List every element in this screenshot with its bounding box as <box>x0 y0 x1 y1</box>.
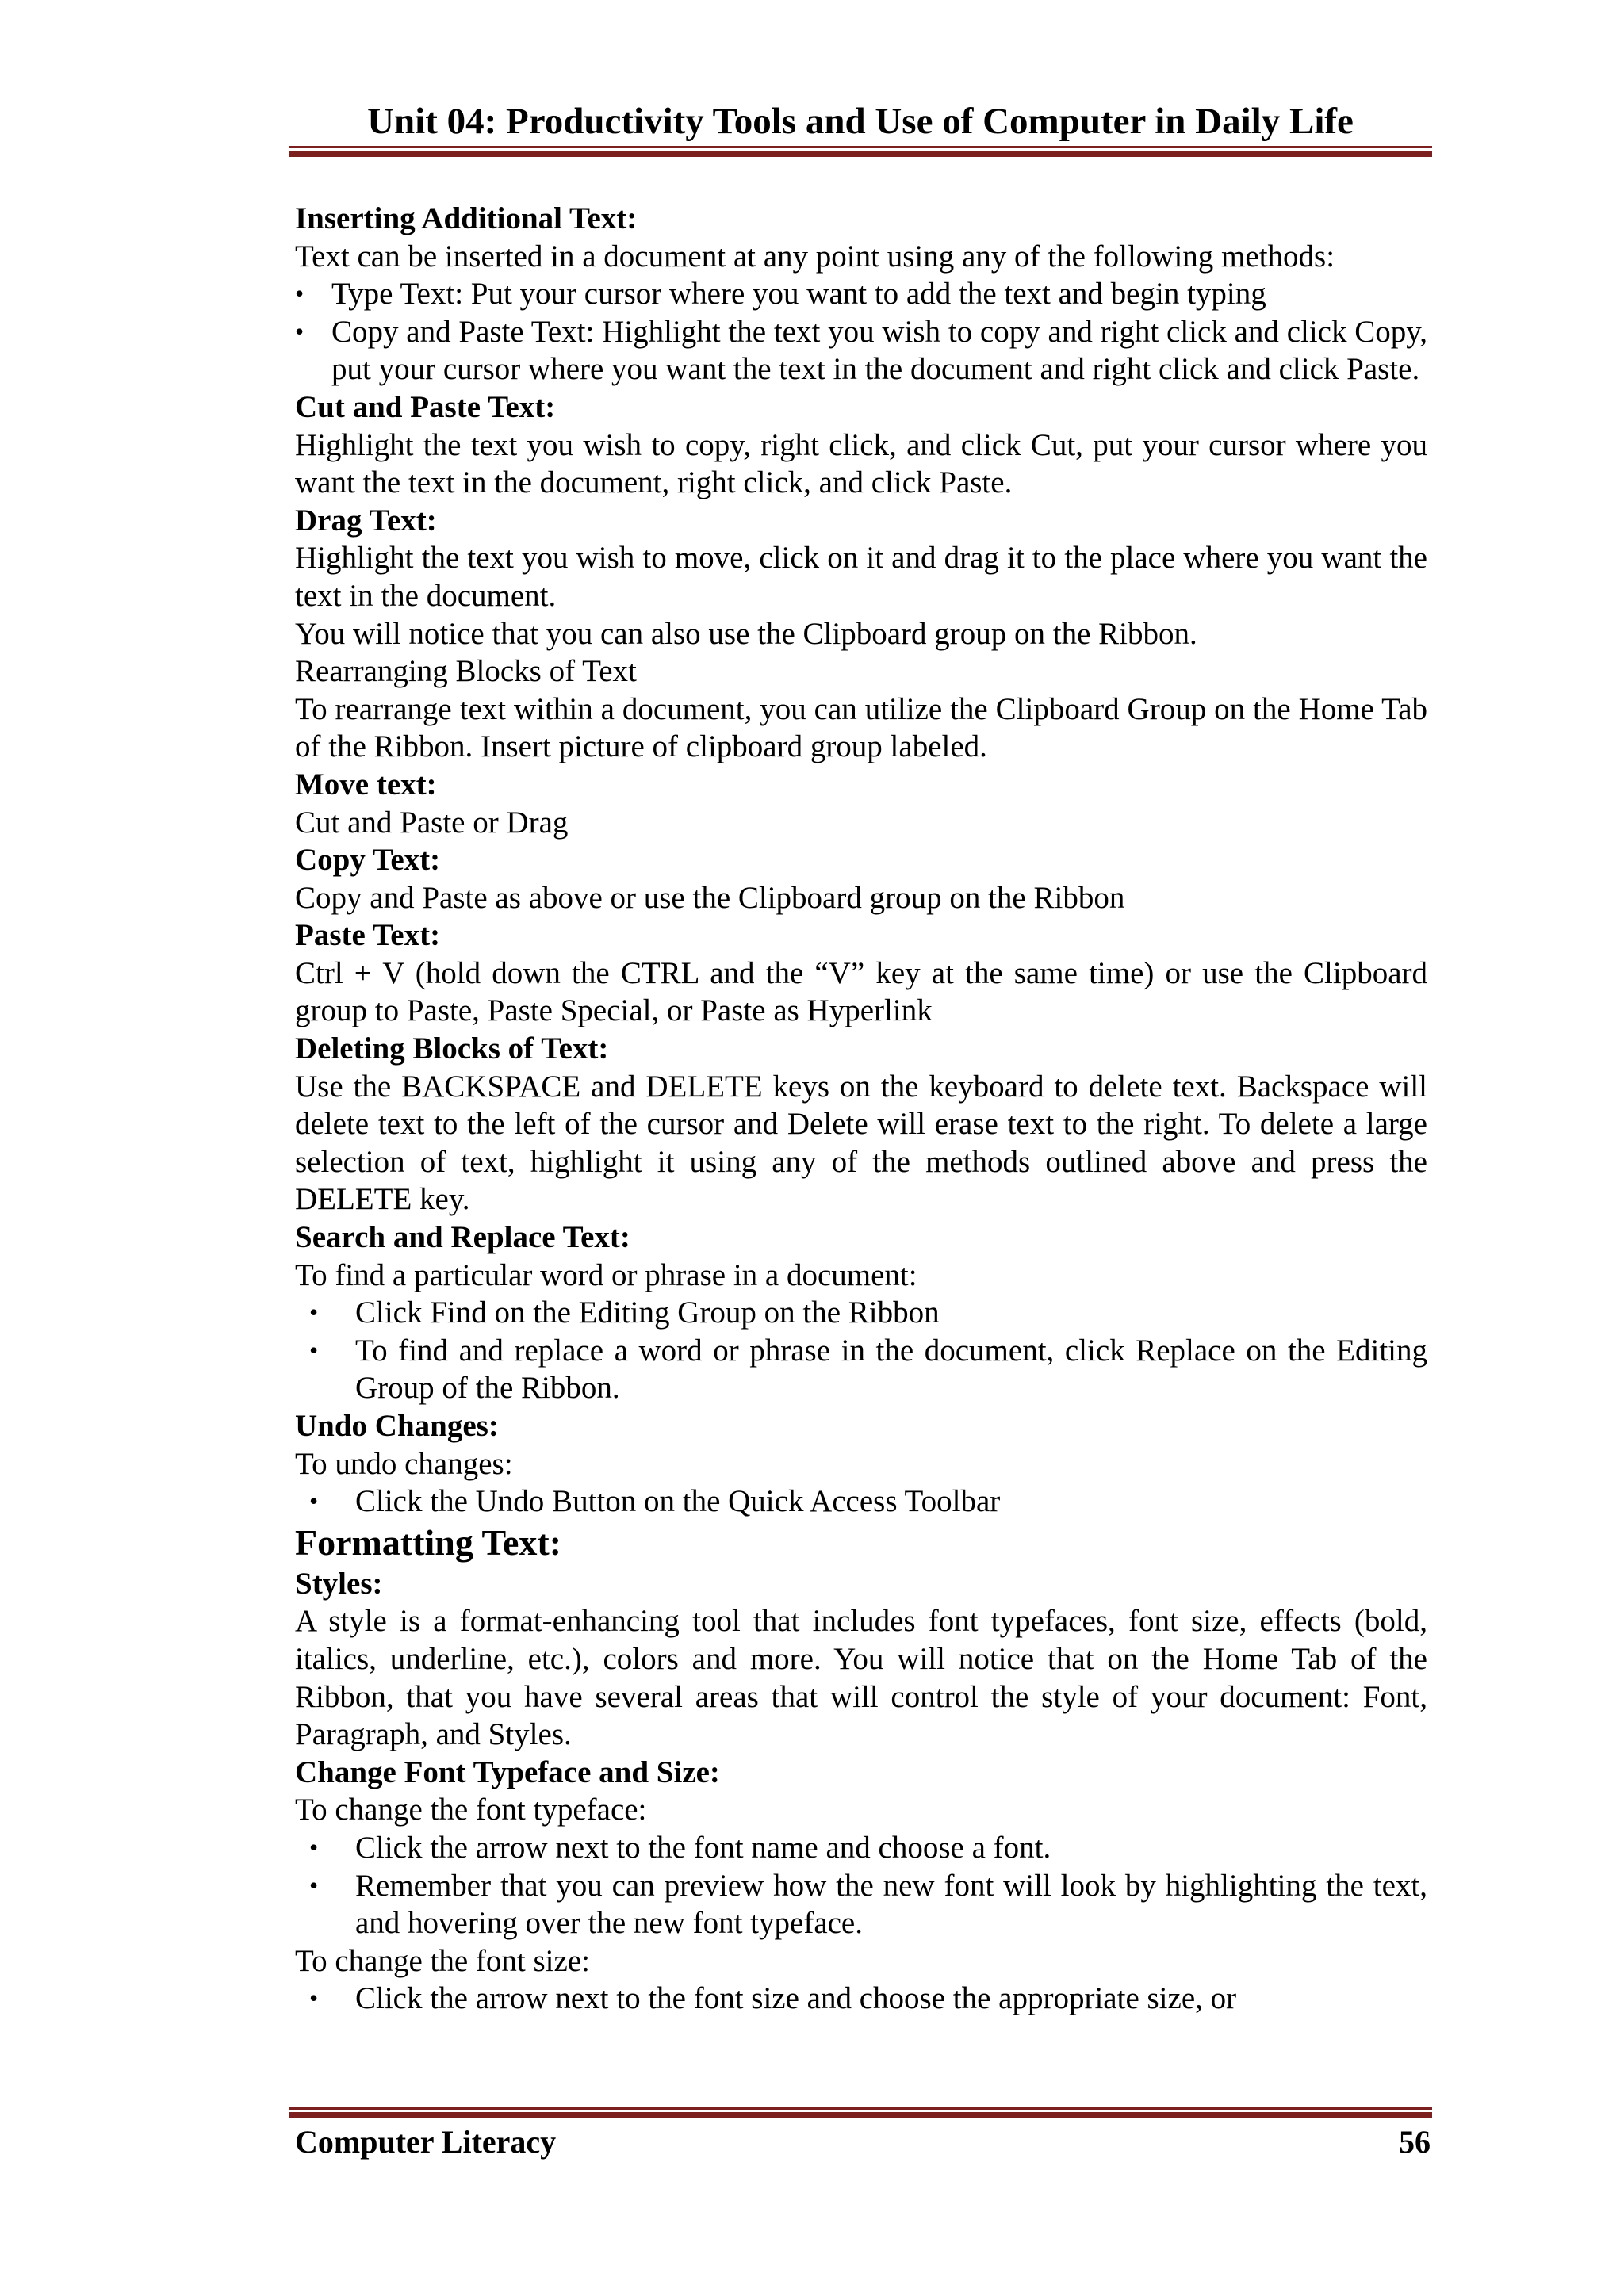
list-item-text: Click Find on the Editing Group on the Ribbon <box>355 1295 940 1330</box>
bullet-icon: • <box>309 1832 319 1862</box>
list-item <box>295 275 1427 313</box>
list-item <box>295 1294 1427 1332</box>
section-heading: Search and Replace Text: <box>295 1220 630 1255</box>
header-rule-thin <box>289 146 1432 148</box>
paragraph: You will notice that you can also use the Clipboard group on the Ribbon. <box>295 616 1197 651</box>
section-heading: Inserting Additional Text: <box>295 201 638 235</box>
section-heading: Drag Text: <box>295 503 437 538</box>
paragraph: Highlight the text you wish to move, click on it and drag it to the place where you want the text in the document. <box>295 541 1427 613</box>
section-heading: Undo Changes: <box>295 1409 499 1443</box>
list-item <box>295 313 1427 388</box>
paragraph: To find a particular word or phrase in a document: <box>295 1257 917 1292</box>
list-item-text: Click the arrow next to the font name and choose a font. <box>355 1830 1051 1865</box>
list-item <box>295 1867 1427 1942</box>
bullet-list <box>295 1829 1427 1942</box>
paragraph: To rearrange text within a document, you can utilize the Clipboard Group on the Home Tab of the Ribbon. Insert picture of clipboard group labeled. <box>295 691 1427 764</box>
major-heading: Formatting Text: <box>295 1521 562 1563</box>
bullet-icon: • <box>295 316 304 346</box>
bullet-icon: • <box>309 1335 319 1364</box>
paragraph: Cut and Paste or Drag <box>295 805 569 840</box>
paragraph: Copy and Paste as above or use the Clipboard group on the Ribbon <box>295 880 1125 915</box>
list-item-text: Remember that you can preview how the new font will look by highlighting the text, and hovering over the new font typeface. <box>355 1868 1427 1941</box>
paragraph: To undo changes: <box>295 1446 513 1481</box>
paragraph: A style is a format-enhancing tool that includes font typefaces, font size, effects (bold, italics, underline, etc.), colors and more. You will notice that on the Home Tab of the Ribbon, that you have several areas that will control the style of your document: Font, Paragraph, and Styles. <box>295 1604 1427 1752</box>
bullet-icon: • <box>309 1984 319 2013</box>
paragraph: To change the font typeface: <box>295 1793 647 1827</box>
bullet-list <box>295 1980 1427 2018</box>
list-item <box>295 1829 1427 1867</box>
bullet-icon: • <box>295 279 304 308</box>
paragraph: Rearranging Blocks of Text <box>295 654 637 689</box>
section-heading: Styles: <box>295 1566 383 1601</box>
paragraph: To change the font size: <box>295 1943 590 1978</box>
list-item-text: Click the Undo Button on the Quick Access Toolbar <box>355 1484 1001 1519</box>
list-item-text: Copy and Paste Text: Highlight the text you wish to copy and right click and click Copy, put your cursor where you want the text in the document and right click and click Paste. <box>331 314 1427 387</box>
bullet-icon: • <box>309 1487 319 1516</box>
bullet-icon: • <box>309 1870 319 1900</box>
page-header-title: Unit 04: Productivity Tools and Use of Computer in Daily Life <box>367 101 1354 142</box>
paragraph: Ctrl + V (hold down the CTRL and the “V” key at the same time) or use the Clipboard group to Paste, Paste Special, or Paste as Hyperlink <box>295 955 1427 1028</box>
section-heading: Change Font Typeface and Size: <box>295 1755 720 1789</box>
bullet-icon: • <box>309 1298 319 1327</box>
section-heading: Move text: <box>295 767 437 802</box>
section-heading: Copy Text: <box>295 843 441 878</box>
section-heading: Paste Text: <box>295 918 441 953</box>
page-number: 56 <box>1399 2124 1431 2160</box>
section-heading: Cut and Paste Text: <box>295 389 556 424</box>
list-item-text: To find and replace a word or phrase in the document, click Replace on the Editing Group of the Ribbon. <box>355 1333 1427 1406</box>
footer-book-title: Computer Literacy <box>295 2124 557 2160</box>
paragraph: Highlight the text you wish to copy, right click, and click Cut, put your cursor where you want the text in the document, right click, and click Paste. <box>295 427 1427 500</box>
list-item <box>295 1483 1427 1521</box>
bullet-list <box>295 1294 1427 1407</box>
list-item <box>295 1332 1427 1407</box>
bullet-list <box>295 1483 1427 1521</box>
list-item-text: Click the arrow next to the font size and choose the appropriate size, or <box>355 1981 1237 2016</box>
footer-rule-thick <box>289 2112 1432 2118</box>
list-item-text: Type Text: Put your cursor where you want to add the text and begin typing <box>331 277 1266 312</box>
list-item <box>295 1980 1427 2018</box>
section-heading: Deleting Blocks of Text: <box>295 1031 609 1066</box>
paragraph: Use the BACKSPACE and DELETE keys on the keyboard to delete text. Backspace will delete text to the left of the cursor and Delete will erase text to the right. To delete a large selection of text, highlight it using any of the methods outlined above and press the DELETE key. <box>295 1069 1427 1217</box>
header-rule-thick <box>289 151 1432 157</box>
footer-rule-thin <box>289 2107 1432 2110</box>
page-footer <box>295 2120 1431 2164</box>
bullet-list <box>295 275 1427 388</box>
page-content <box>295 200 1427 2018</box>
paragraph: Text can be inserted in a document at any point using any of the following methods: <box>295 239 1335 274</box>
